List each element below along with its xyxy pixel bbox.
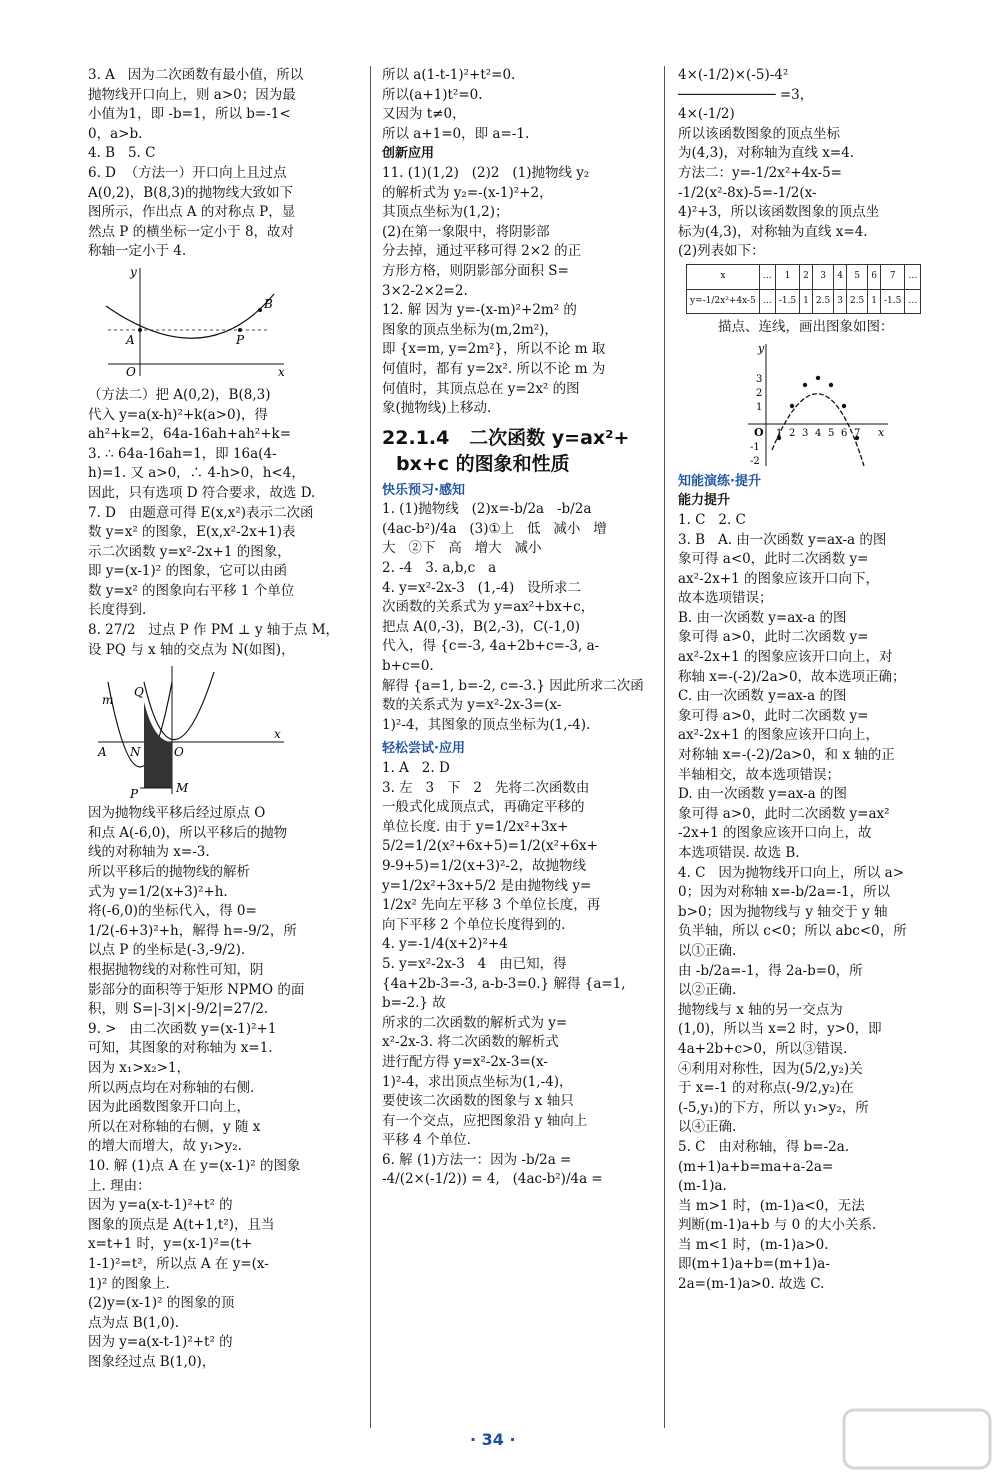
text-line: 3. A 因为二次函数有最小值，所以	[88, 67, 304, 83]
text-line: (1,0)，所以当 x=2 时，y>0，即	[678, 1021, 882, 1038]
parabola-figure-2	[88, 662, 288, 802]
text-line: 点为点 B(1,0).	[88, 1314, 180, 1331]
text-line: 图象的顶点坐标为(m,2m²)，	[382, 321, 558, 338]
tick-label: 4	[815, 427, 822, 439]
column-right	[678, 66, 950, 1295]
tick-label: -2	[750, 455, 760, 467]
text-line: 线的对称轴为 x=-3.	[88, 844, 210, 861]
text-line: 8. 27/2 过点 P 作 PM ⊥ y 轴于点 M，	[88, 622, 340, 639]
text-line: (m+1)a+b=ma+a-2a=	[678, 1158, 834, 1175]
table-cell: 3	[834, 289, 847, 314]
text-line: 7. D 由题意可得 E(x,x²)表示二次函	[88, 504, 314, 521]
text-line: (2)y=(x-1)² 的图象的顶	[88, 1295, 235, 1312]
value-table	[686, 264, 921, 314]
text-line: 的解析式为 y₂=-(x-1)²+2，	[382, 184, 553, 201]
text-line: 其顶点坐标为(1,2)；	[382, 204, 509, 221]
text-line: 9. > 由二次函数 y=(x-1)²+1	[88, 1020, 277, 1037]
col1-block1	[88, 66, 358, 262]
point-label-a: A	[98, 745, 107, 760]
text-line: 即 y=(x-1)² 的图象，它可以由函	[88, 563, 287, 580]
column-left	[88, 66, 358, 1372]
text-line: 半轴相交，故本选项错误；	[678, 766, 840, 783]
text-line: 进行配方得 y=x²-2x-3=(x-	[382, 1053, 548, 1070]
text-line: 4. C 因为抛物线开口向上，所以 a>	[678, 864, 905, 881]
text-line: 有一个交点，应把图象沿 y 轴向上	[382, 1112, 588, 1129]
text-line: 影部分的面积等于矩形 NPMO 的面	[88, 981, 305, 998]
text-line: 描点、连线，画出图象如图：	[718, 319, 894, 336]
text-line: 1. A 2. D	[382, 760, 450, 776]
text-line: 0，a>b.	[88, 125, 143, 142]
text-line: 何值时，都有 y=2x². 所以不论 m 为	[382, 360, 606, 377]
text-line: 1)²-4，求出顶点坐标为(1,-4)，	[382, 1073, 573, 1090]
lesson-heading: 22.1.4 二次函数 y=ax²+	[382, 426, 630, 449]
text-line: 9-9+5)=1/2(x+3)²-2，故抛物线	[382, 857, 587, 874]
tick-label: 2	[789, 427, 796, 439]
watermark-logo	[842, 1408, 992, 1470]
text-line: 因此，只有选项 D 符合要求，故选 D.	[88, 484, 316, 501]
text-line: (2)列表如下：	[678, 243, 765, 260]
lesson-heading-2: bx+c 的图象和性质	[396, 452, 570, 475]
text-line: 于 x=-1 的对称点(-9/2,y₂)在	[678, 1080, 854, 1097]
text-line: 解得 {a=1, b=-2, c=-3.} 因此所求二次函	[382, 677, 644, 694]
text-line: 以④正确.	[678, 1119, 737, 1136]
axis-label-y: y	[130, 264, 137, 279]
text-line: 5/2=1/2(x²+6x+5)=1/2(x²+6x+	[382, 838, 598, 855]
text-line: b>0；因为抛物线与 y 轴交于 y 轴	[678, 903, 888, 920]
text-line: 1. C 2. C	[678, 511, 746, 528]
text-line: 分去掉，通过平移可得 2×2 的正	[382, 243, 582, 260]
text-line: 向下平移 2 个单位长度得到的.	[382, 916, 566, 933]
text-line: -1/2(x²-8x)-5=-1/2(x-	[678, 184, 817, 201]
text-line: 1-1)²=t²，所以点 A 在 y=(x-	[88, 1255, 269, 1272]
text-line: 设 PQ 与 x 轴的交点为 N(如图)，	[88, 641, 295, 658]
text-line: C. 由一次函数 y=ax-a 的图	[678, 688, 847, 705]
text-line: ah²+k=2，64a-16ah+ah²+k=	[88, 426, 292, 443]
text-line: -4/(2×(-1/2)) = 4, (4ac-b²)/4a =	[382, 1171, 603, 1188]
tick-label: 6	[841, 427, 848, 439]
text-line: 所以(a+1)t²=0.	[382, 86, 483, 103]
text-line: 图象的顶点是 A(t+1,t²)，且当	[88, 1216, 275, 1233]
text-line: 图象经过点 B(1,0)，	[88, 1353, 216, 1370]
text-line: 标为(4,3)，对称轴为直线 x=4.	[678, 223, 868, 240]
text-line: 2. -4 3. a,b,c a	[382, 560, 497, 577]
text-line: 象(抛物线)上移动.	[382, 400, 492, 417]
text-line: 方形方格，则阴影部分面积 S=	[382, 262, 569, 279]
text-line: 以点 P 的坐标是(-3,-9/2).	[88, 942, 246, 959]
tick-label: 3	[756, 373, 763, 385]
table-cell: 3	[812, 264, 833, 289]
text-line: 称轴一定小于 4.	[88, 243, 187, 260]
axis-label-x: x	[878, 425, 885, 439]
column-middle	[382, 66, 650, 1190]
text-line: 把点 A(0,-3)，B(2,-3)，C(-1,0)	[382, 618, 580, 635]
text-line: 因为抛物线平移后经过原点 O	[88, 805, 266, 822]
text-line: 单位长度. 由于 y=1/2x²+3x+	[382, 818, 569, 835]
table-cell: …	[905, 289, 921, 314]
text-line: 数 y=x² 的图象，E(x,x²-2x+1)表	[88, 524, 296, 541]
parabola-figure-1	[88, 264, 288, 384]
origin-label: O	[174, 745, 184, 760]
text-line: ax²-2x+1 的图象应该开口向下，	[678, 570, 880, 587]
text-line: 要使该二次函数的图象与 x 轴只	[382, 1093, 574, 1110]
text-line: D. 由一次函数 y=ax-a 的图	[678, 786, 847, 803]
col1-block2	[88, 386, 358, 660]
text-line: 由 -b/2a=-1，得 2a-b=0，所	[678, 962, 863, 979]
point-label-a: A	[126, 332, 135, 347]
text-line: 6. 解 (1)方法一：因为 -b/2a =	[382, 1151, 572, 1168]
text-line: 代入 y=a(x-h)²+k(a>0)，得	[88, 406, 268, 423]
text-line: 5. y=x²-2x-3 4 由已知，得	[382, 955, 567, 972]
tick-label: 1	[756, 401, 763, 413]
text-line: 所以平移后的抛物线的解析	[88, 864, 250, 881]
table-cell: 1	[868, 289, 881, 314]
column-divider	[664, 66, 665, 1428]
text-line: 4. y=-1/4(x+2)²+4	[382, 936, 508, 953]
text-line: 本选项错误. 故选 B.	[678, 845, 800, 861]
text-line: 大 ②下 高 增大 减小	[382, 540, 542, 557]
table-cell: -1.5	[775, 289, 799, 314]
text-line: 根据抛物线的对称性可知，阴	[88, 962, 264, 978]
text-line: 示二次函数 y=x²-2x+1 的图象，	[88, 543, 291, 560]
text-line: 称轴 x=-(-2)/2a>0，故本选项正确；	[678, 668, 906, 685]
text-line: 数 y=x² 的图象向右平移 1 个单位	[88, 582, 295, 599]
point-label-q: Q	[134, 685, 144, 700]
text-line: 1. (1)抛物线 (2)x=-b/2a -b/2a	[382, 501, 592, 518]
text-line: 10. 解 (1)点 A 在 y=(x-1)² 的图象	[88, 1157, 301, 1174]
curve-label-m: m	[102, 693, 114, 708]
text-line: 为(4,3)，对称轴为直线 x=4.	[678, 145, 855, 162]
table-cell: 2.5	[846, 289, 867, 314]
text-line: 方法二：y=-1/2x²+4x-5=	[678, 164, 842, 181]
text-line: 所以该函数图象的顶点坐标	[678, 125, 840, 142]
table-cell: …	[905, 264, 921, 289]
text-line: 抛物线与 x 轴的另一交点为	[678, 1001, 843, 1018]
text-line: 即(m+1)a+b=(m+1)a-	[678, 1256, 830, 1273]
text-line: 4×(-1/2)×(-5)-4²	[678, 67, 789, 83]
text-line: 1)²-4，其图象的顶点坐标为(1,-4).	[382, 716, 591, 733]
text-line: 抛物线开口向上，则 a>0；因为最	[88, 86, 296, 103]
table-cell: 2	[800, 264, 813, 289]
text-line: 象可得 a>0，此时二次函数 y=	[678, 629, 869, 646]
tick-label: 7	[854, 427, 861, 439]
text-line: -2x+1 的图象应该开口向上，故	[678, 825, 872, 842]
point-label-p: P	[236, 332, 245, 347]
text-line: 12. 解 因为 y=-(x-m)²+2m² 的	[382, 302, 577, 319]
text-line: 数的关系式为 y=x²-2x-3=(x-	[382, 697, 562, 714]
text-line: 式为 y=1/2(x+3)²+h.	[88, 883, 228, 900]
text-line: 一般式化成顶点式，再确定平移的	[382, 799, 585, 816]
text-line: 可知，其图象的对称轴为 x=1.	[88, 1040, 273, 1057]
axis-label-x: x	[274, 727, 281, 742]
text-line: 平移 4 个单位.	[382, 1132, 471, 1149]
axis-label-y: y	[758, 341, 765, 355]
text-line: 所以在对称轴的右侧，y 随 x	[88, 1118, 261, 1135]
text-line: 5. C 由对称轴，得 b=-2a.	[678, 1138, 850, 1155]
text-line: 1/2x² 先向左平移 3 个单位长度，再	[382, 897, 601, 914]
tick-label: 1	[776, 427, 783, 439]
parabola-figure-3	[678, 340, 898, 470]
text-line: 和点 A(-6,0)，所以平移后的抛物	[88, 824, 288, 841]
point-label-n: N	[130, 745, 141, 760]
text-line: 4a+2b+c>0，所以③错误.	[678, 1040, 848, 1057]
tick-label: -1	[750, 441, 760, 453]
text-line: 4. y=x²-2x-3 (1,-4) 设所求二	[382, 579, 582, 596]
text-line: 所以两点均在对称轴的右侧.	[88, 1079, 255, 1096]
col1-block3	[88, 804, 358, 1372]
text-line: 因为 y=a(x-t-1)²+t² 的	[88, 1197, 233, 1214]
text-line: 负半轴，所以 c<0；所以 abc<0，所	[678, 923, 907, 940]
text-line: (-5,y₁)的下方，所以 y₁>y₂，所	[678, 1099, 869, 1116]
text-line: 何值时，其顶点总在 y=2x² 的图	[382, 380, 580, 397]
text-line: 当 m>1 时，(m-1)a<0，无法	[678, 1197, 865, 1214]
text-line: 当 m<1 时，(m-1)a>0.	[678, 1236, 829, 1253]
text-line: 对称轴 x=-(-2)/2a>0，和 x 轴的正	[678, 747, 895, 764]
text-line: 判断(m-1)a+b 与 0 的大小关系.	[678, 1217, 877, 1234]
text-line: h)=1. 又 a>0，∴ 4-h>0，h<4，	[88, 465, 305, 482]
sub-ability-heading: 能力提升	[678, 493, 731, 509]
table-cell: x	[687, 264, 760, 289]
text-line: 又因为 t≠0，	[382, 106, 466, 123]
text-line: 11. (1)(1,2) (2)2 (1)抛物线 y₂	[382, 164, 590, 181]
text-line: 次函数的关系式为 y=ax²+bx+c，	[382, 599, 595, 616]
text-line: 4)²+3，所以该函数图象的顶点坐	[678, 204, 880, 221]
text-line: 3. 左 3 下 2 先将二次函数由	[382, 779, 590, 796]
text-line: 2a=(m-1)a>0. 故选 C.	[678, 1276, 825, 1293]
text-line: {4a+2b-3=-3, a-b-3=0.} 解得 {a=1, b=-2.} 故	[382, 975, 630, 1012]
tick-label: 3	[802, 427, 809, 439]
text-line: 代入，得 {c=-3, 4a+2b+c=-3, a-b+c=0.	[382, 638, 600, 675]
point-label-m: M	[176, 781, 189, 796]
text-line: ──────────── =3，	[678, 86, 814, 103]
page-number: · 34 ·	[470, 1430, 516, 1449]
table-cell: 4	[834, 264, 847, 289]
tick-label: 5	[828, 427, 835, 439]
tick-label: 2	[756, 387, 763, 399]
section-try-heading: 轻松尝试·应用	[382, 741, 465, 757]
origin-label: O	[754, 425, 764, 439]
text-line: 6. D （方法一）开口向上且过点	[88, 164, 287, 181]
table-cell: -1.5	[881, 289, 905, 314]
text-line: 积，则 S=|-3|×|-9/2|=27/2.	[88, 1001, 269, 1018]
text-line: (4ac-b²)/4a (3)①上 低 减小 增	[382, 520, 607, 537]
text-line: x=t+1 时，y=(x-1)²=(t+	[88, 1236, 253, 1253]
table-cell: 2.5	[812, 289, 833, 314]
text-line: 因为此函数图象开口向上，	[88, 1099, 250, 1116]
text-line: 4. B 5. C	[88, 145, 156, 162]
origin-label: O	[126, 364, 136, 379]
text-line: 象可得 a>0，此时二次函数 y=ax²	[678, 805, 890, 822]
table-cell: …	[759, 289, 775, 314]
text-line: 因为 x₁>x₂>1，	[88, 1059, 191, 1076]
table-row	[687, 264, 921, 289]
table-cell: …	[759, 264, 775, 289]
text-line: 然点 P 的横坐标一定小于 8，故对	[88, 223, 295, 240]
axis-label-x: x	[278, 364, 285, 379]
text-line: 象可得 a<0，此时二次函数 y=	[678, 551, 869, 568]
text-line: ④利用对称性，因为(5/2,y₂)关	[678, 1060, 863, 1077]
text-line: ax²-2x+1 的图象应该开口向上，	[678, 727, 880, 744]
point-label-b: B	[264, 296, 273, 311]
text-line: y=1/2x²+3x+5/2 是由抛物线 y=	[382, 877, 592, 894]
point-label-p: P	[130, 787, 139, 802]
text-line: (m-1)a.	[678, 1178, 727, 1195]
text-line: 所以 a+1=0，即 a=-1.	[382, 125, 530, 142]
table-cell: y=-1/2x²+4x-5	[687, 289, 760, 314]
text-line: 小值为1，即 -b=1，所以 b=-1<	[88, 106, 291, 123]
text-line: 所求的二次函数的解析式为 y=	[382, 1014, 568, 1031]
text-line: 故本选项错误；	[678, 590, 773, 607]
text-line: 上. 理由：	[88, 1177, 151, 1194]
text-line: (2)在第一象限中，将阴影部	[382, 223, 550, 240]
text-line: 的增大而增大，故 y₁>y₂.	[88, 1138, 242, 1155]
text-line: 所以 a(1-t-1)²+t²=0.	[382, 67, 516, 83]
text-line: 象可得 a>0，此时二次函数 y=	[678, 707, 869, 724]
table-cell: 1	[775, 264, 799, 289]
text-line: 长度得到.	[88, 602, 147, 619]
text-line: 3. B A. 由一次函数 y=ax-a 的图	[678, 531, 887, 548]
table-row	[687, 289, 921, 314]
text-line: 3. ∴ 64a-16ah=1，即 16a(4-	[88, 445, 277, 462]
section-innovate-heading: 创新应用	[382, 146, 435, 162]
text-line: x²-2x-3. 将二次函数的解析式	[382, 1034, 559, 1051]
text-line: （方法二）把 A(0,2)，B(8,3)	[88, 386, 271, 403]
text-line: 1)² 的图象上.	[88, 1275, 170, 1292]
text-line: ax²-2x+1 的图象应该开口向上，对	[678, 649, 893, 666]
table-cell: 1	[800, 289, 813, 314]
text-line: 以①正确.	[678, 942, 737, 959]
column-divider	[370, 66, 371, 1428]
table-cell: 5	[846, 264, 867, 289]
table-cell: 6	[868, 264, 881, 289]
text-line: 将(-6,0)的坐标代入，得 0=	[88, 903, 257, 920]
text-line: 图所示，作出点 A 的对称点 P，显	[88, 204, 296, 221]
text-line: 4×(-1/2)	[678, 106, 735, 123]
text-line: A(0,2)，B(8,3)的抛物线大致如下	[88, 184, 294, 201]
table-cell: 7	[881, 264, 905, 289]
section-preview-heading: 快乐预习·感知	[382, 482, 465, 498]
text-line: 1/2(-6+3)²+h，解得 h=-9/2，所	[88, 922, 297, 939]
text-line: 以②正确.	[678, 982, 737, 999]
text-line: 即 {x=m, y=2m²}，所以不论 m 取	[382, 341, 606, 358]
text-line: B. 由一次函数 y=ax-a 的图	[678, 609, 847, 626]
text-line: 0；因为对称轴 x=-b/2a=-1，所以	[678, 884, 891, 901]
text-line: 3×2-2×2=2.	[382, 282, 468, 299]
text-line: 因为 y=a(x-t-1)²+t² 的	[88, 1334, 233, 1351]
section-skill-heading: 知能演练·提升	[678, 473, 761, 489]
